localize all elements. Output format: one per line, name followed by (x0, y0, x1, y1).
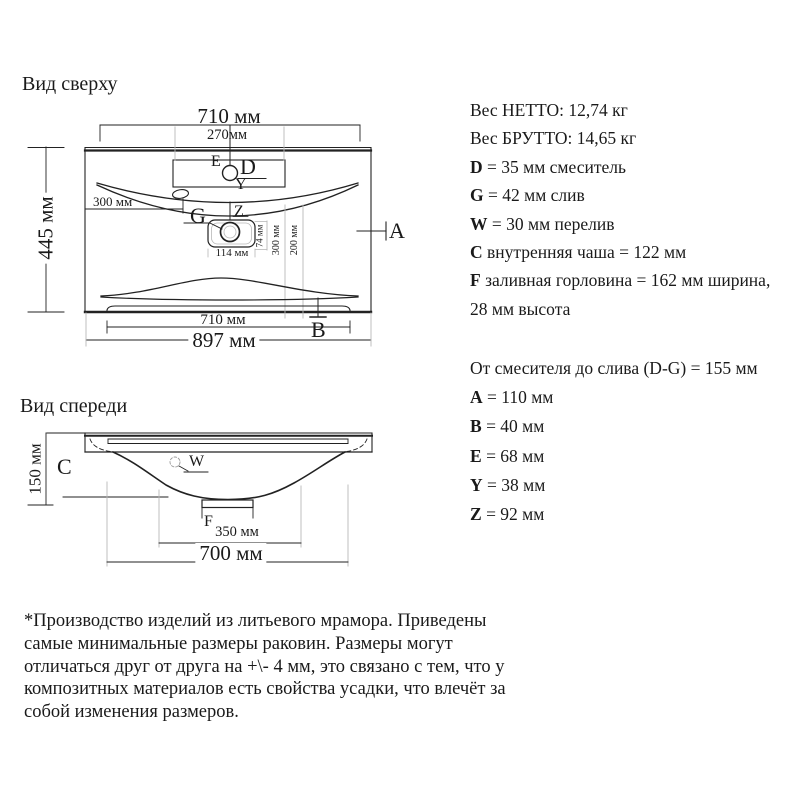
drain-hole (221, 223, 240, 242)
spec-f-height: 28 мм высота (470, 298, 571, 319)
spec-a: A = 110 мм (470, 387, 554, 408)
footnote-line: композитных материалов есть свойства усадки, что влечёт за (24, 679, 506, 700)
footnote-line: отличаться друг от друга на +\- 4 мм, это связано с тем, что у (24, 656, 505, 677)
filling-neck (202, 500, 253, 508)
top-view-title: Вид сверху (22, 73, 118, 95)
spec-z: Z = 92 мм (470, 504, 545, 525)
dim-150: 150 мм (27, 439, 44, 498)
spec-d-mixer: D = 35 мм смеситель (470, 156, 626, 177)
bowl-profile-curve (113, 452, 345, 500)
dim-74: 74 мм (254, 224, 265, 248)
label-y: Y (235, 176, 247, 193)
spec-w-overflow: W = 30 мм перелив (470, 213, 615, 234)
footnote-line: *Производство изделий из литьевого мрамора. Приведены (24, 611, 487, 631)
dim-710-top: 710 мм (197, 104, 261, 128)
dim-700: 700 мм (195, 543, 266, 564)
dim-445: 445 мм (36, 192, 57, 263)
hidden-edge-left (90, 439, 114, 452)
spec-f-filling-neck: F заливная горловина = 162 мм ширина, (470, 270, 771, 291)
label-d: D (240, 154, 256, 179)
dim-200: 200 мм (289, 224, 300, 256)
overflow-hole-topview (172, 189, 189, 200)
spec-netto: Вес НЕТТО: 12,74 кг (470, 100, 628, 120)
label-e: E (211, 153, 221, 170)
spec-e: E = 68 мм (470, 445, 545, 466)
production-footnote (24, 610, 506, 724)
footnote-line: самые минимальные размеры раковин. Размеры могут (24, 633, 453, 654)
footnote-line: собой изменения размеров. (24, 702, 239, 723)
label-f: F (204, 513, 213, 530)
spec-y: Y = 38 мм (470, 474, 546, 495)
spec-dg-distance: От смесителя до слива (D-G) = 155 мм (470, 358, 758, 378)
dim-300-drain: 300 мм (271, 224, 282, 256)
spec-b: B = 40 мм (470, 416, 545, 437)
spec-list-weights-and-fittings (470, 96, 770, 323)
dim-350: 350 мм (215, 524, 259, 540)
spec-list-letter-dimensions (470, 354, 758, 529)
dim-300-left: 300 мм (93, 194, 133, 209)
label-w: W (189, 453, 205, 470)
basin-rim-curve (97, 183, 358, 203)
label-z: Z (234, 203, 244, 220)
dim-114: 114 мм (215, 247, 249, 259)
dim-897: 897 мм (188, 330, 259, 351)
spec-brutto: Вес БРУТТО: 14,65 кг (470, 128, 637, 149)
overflow-hole-frontview (170, 457, 180, 467)
spec-g-drain: G = 42 мм слив (470, 185, 585, 206)
label-g: G (190, 203, 206, 228)
dim-270: 270мм (206, 127, 248, 143)
label-c: C (57, 454, 72, 479)
label-a: A (389, 218, 405, 243)
front-rim-curve (101, 278, 358, 296)
label-b: B (311, 317, 326, 342)
dim-710-bottom: 710 мм (200, 312, 246, 328)
front-view-title: Вид спереди (20, 395, 128, 417)
spec-c-inner-bowl: C внутренняя чаша = 122 мм (470, 242, 687, 263)
hidden-edge-right (343, 439, 367, 452)
